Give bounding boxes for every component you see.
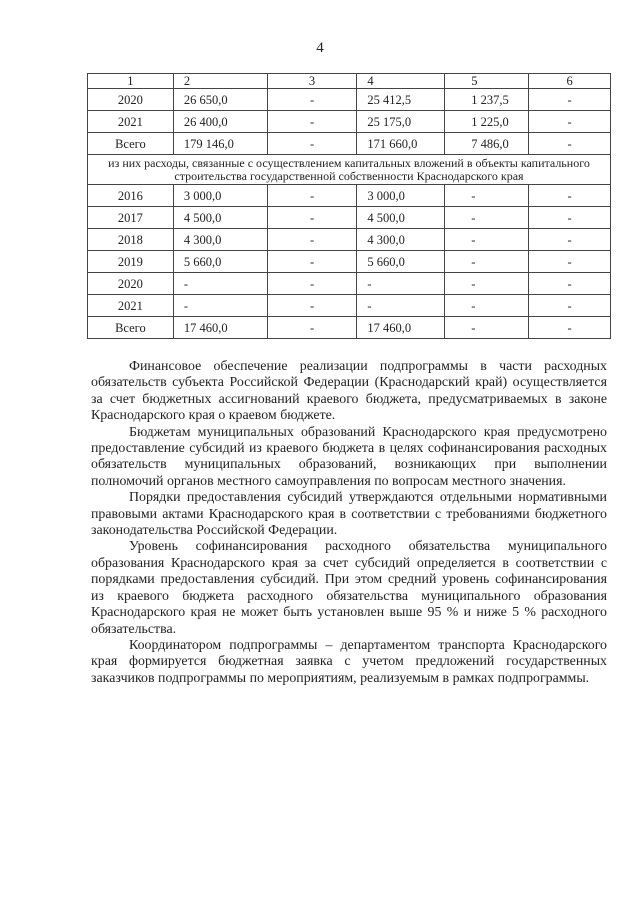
table-cell: -: [267, 133, 357, 155]
paragraph: Порядки предоставления субсидий утверждаются отдельными нормативными правовыми актами Краснодарского края в соответствии с требованиями бюджетного законодательства Российской Федерации.: [91, 490, 607, 539]
table-cell: -: [267, 185, 357, 207]
table-cell: Всего: [88, 317, 174, 339]
table-cell: -: [267, 273, 357, 295]
table-cell: 4 500,0: [357, 207, 445, 229]
table-cell: 26 400,0: [173, 111, 267, 133]
paragraph: Уровень софинансирования расходного обязательства муниципального образования Краснодарского края за счет субсидий определяется в соответствии с порядками предоставления субсидий. При этом средний уровень софинансирования из краевого бюджета расходного обязательства муниципального образования Краснодарского края не может быть установлен выше 95 % и ниже 5 % расходного обязательства.: [91, 539, 607, 637]
table-cell: -: [357, 273, 445, 295]
table-row: [88, 111, 611, 133]
table-cell: -: [173, 295, 267, 317]
table-cell: 25 412,5: [357, 89, 445, 111]
table-cell: -: [529, 295, 611, 317]
table-cell: 2: [173, 74, 267, 89]
table-cell: 4 500,0: [173, 207, 267, 229]
table-row: [88, 317, 611, 339]
body-text: [91, 359, 607, 687]
table-cell: 1 225,0: [445, 111, 529, 133]
table-cell: -: [267, 295, 357, 317]
table-cell: -: [445, 273, 529, 295]
table-cell: -: [445, 295, 529, 317]
table-cell: -: [529, 89, 611, 111]
table-cell: -: [445, 251, 529, 273]
table-cell: 4 300,0: [173, 229, 267, 251]
table-cell: 2020: [88, 89, 174, 111]
table-cell: 26 650,0: [173, 89, 267, 111]
table-cell: -: [445, 229, 529, 251]
table-note-row: [88, 155, 611, 185]
table-row: [88, 295, 611, 317]
paragraph: Бюджетам муниципальных образований Краснодарского края предусмотрено предоставление субсидий из краевого бюджета в целях софинансирования расходных обязательств муниципальных образований, возникающих при выполнении полномочий органов местного самоуправления по вопросам местного значения.: [91, 424, 607, 489]
table-cell: -: [445, 207, 529, 229]
table-cell: 5 660,0: [173, 251, 267, 273]
table-cell: 2018: [88, 229, 174, 251]
table-row: [88, 133, 611, 155]
table-cell: -: [267, 317, 357, 339]
table-cell: 171 660,0: [357, 133, 445, 155]
table-cell: -: [267, 111, 357, 133]
table-cell: 2020: [88, 273, 174, 295]
table-cell: -: [173, 273, 267, 295]
table-cell: 2021: [88, 111, 174, 133]
page-number: 4: [316, 40, 324, 56]
table-row: [88, 251, 611, 273]
table-cell: 2021: [88, 295, 174, 317]
table-cell: 1 237,5: [445, 89, 529, 111]
table-cell: 25 175,0: [357, 111, 445, 133]
table-cell: -: [529, 185, 611, 207]
table-note: из них расходы, связанные с осуществлением капитальных вложений в объекты капитального строительства государственной собственности Краснодарского края: [88, 155, 611, 185]
table-cell: -: [445, 317, 529, 339]
table-cell: -: [267, 207, 357, 229]
table-cell: -: [267, 251, 357, 273]
table-cell: 2016: [88, 185, 174, 207]
table-cell: 4: [357, 74, 445, 89]
table-cell: -: [267, 89, 357, 111]
table-cell: 6: [529, 74, 611, 89]
table-cell: -: [529, 317, 611, 339]
financing-table: [87, 73, 611, 339]
table-row: [88, 229, 611, 251]
table-cell: -: [445, 185, 529, 207]
table-cell: 4 300,0: [357, 229, 445, 251]
table-cell: -: [529, 229, 611, 251]
paragraph: Координатором подпрограммы – департаментом транспорта Краснодарского края формируется бюджетная заявка с учетом предложений государственных заказчиков подпрограммы по мероприятиям, реализуемым в рамках подпрограммы.: [91, 637, 607, 686]
table-cell: -: [529, 273, 611, 295]
paragraph: Финансовое обеспечение реализации подпрограммы в части расходных обязательств субъекта Российской Федерации (Краснодарский край) осуществляется за счет бюджетных ассигнований краевого бюджета, предусматриваемых в законе Краснодарского края о краевом бюджете.: [91, 359, 607, 424]
table-cell: -: [529, 133, 611, 155]
table-cell: 2017: [88, 207, 174, 229]
table-cell: -: [267, 229, 357, 251]
table-cell: Всего: [88, 133, 174, 155]
table-cell: 17 460,0: [173, 317, 267, 339]
table-row: [88, 89, 611, 111]
table-cell: 5: [445, 74, 529, 89]
table-cell: -: [529, 207, 611, 229]
table-row: [88, 207, 611, 229]
table-cell: -: [529, 251, 611, 273]
table-cell: -: [529, 111, 611, 133]
table-cell: 2019: [88, 251, 174, 273]
table-cell: 3 000,0: [357, 185, 445, 207]
table-cell: 1: [88, 74, 174, 89]
table-cell: 17 460,0: [357, 317, 445, 339]
table-cell: 3: [267, 74, 357, 89]
table-cell: 3 000,0: [173, 185, 267, 207]
table-cell: -: [357, 295, 445, 317]
table-row: [88, 273, 611, 295]
table-cell: 7 486,0: [445, 133, 529, 155]
table-cell: 5 660,0: [357, 251, 445, 273]
table-header-row: [88, 74, 611, 89]
table-row: [88, 185, 611, 207]
table-cell: 179 146,0: [173, 133, 267, 155]
